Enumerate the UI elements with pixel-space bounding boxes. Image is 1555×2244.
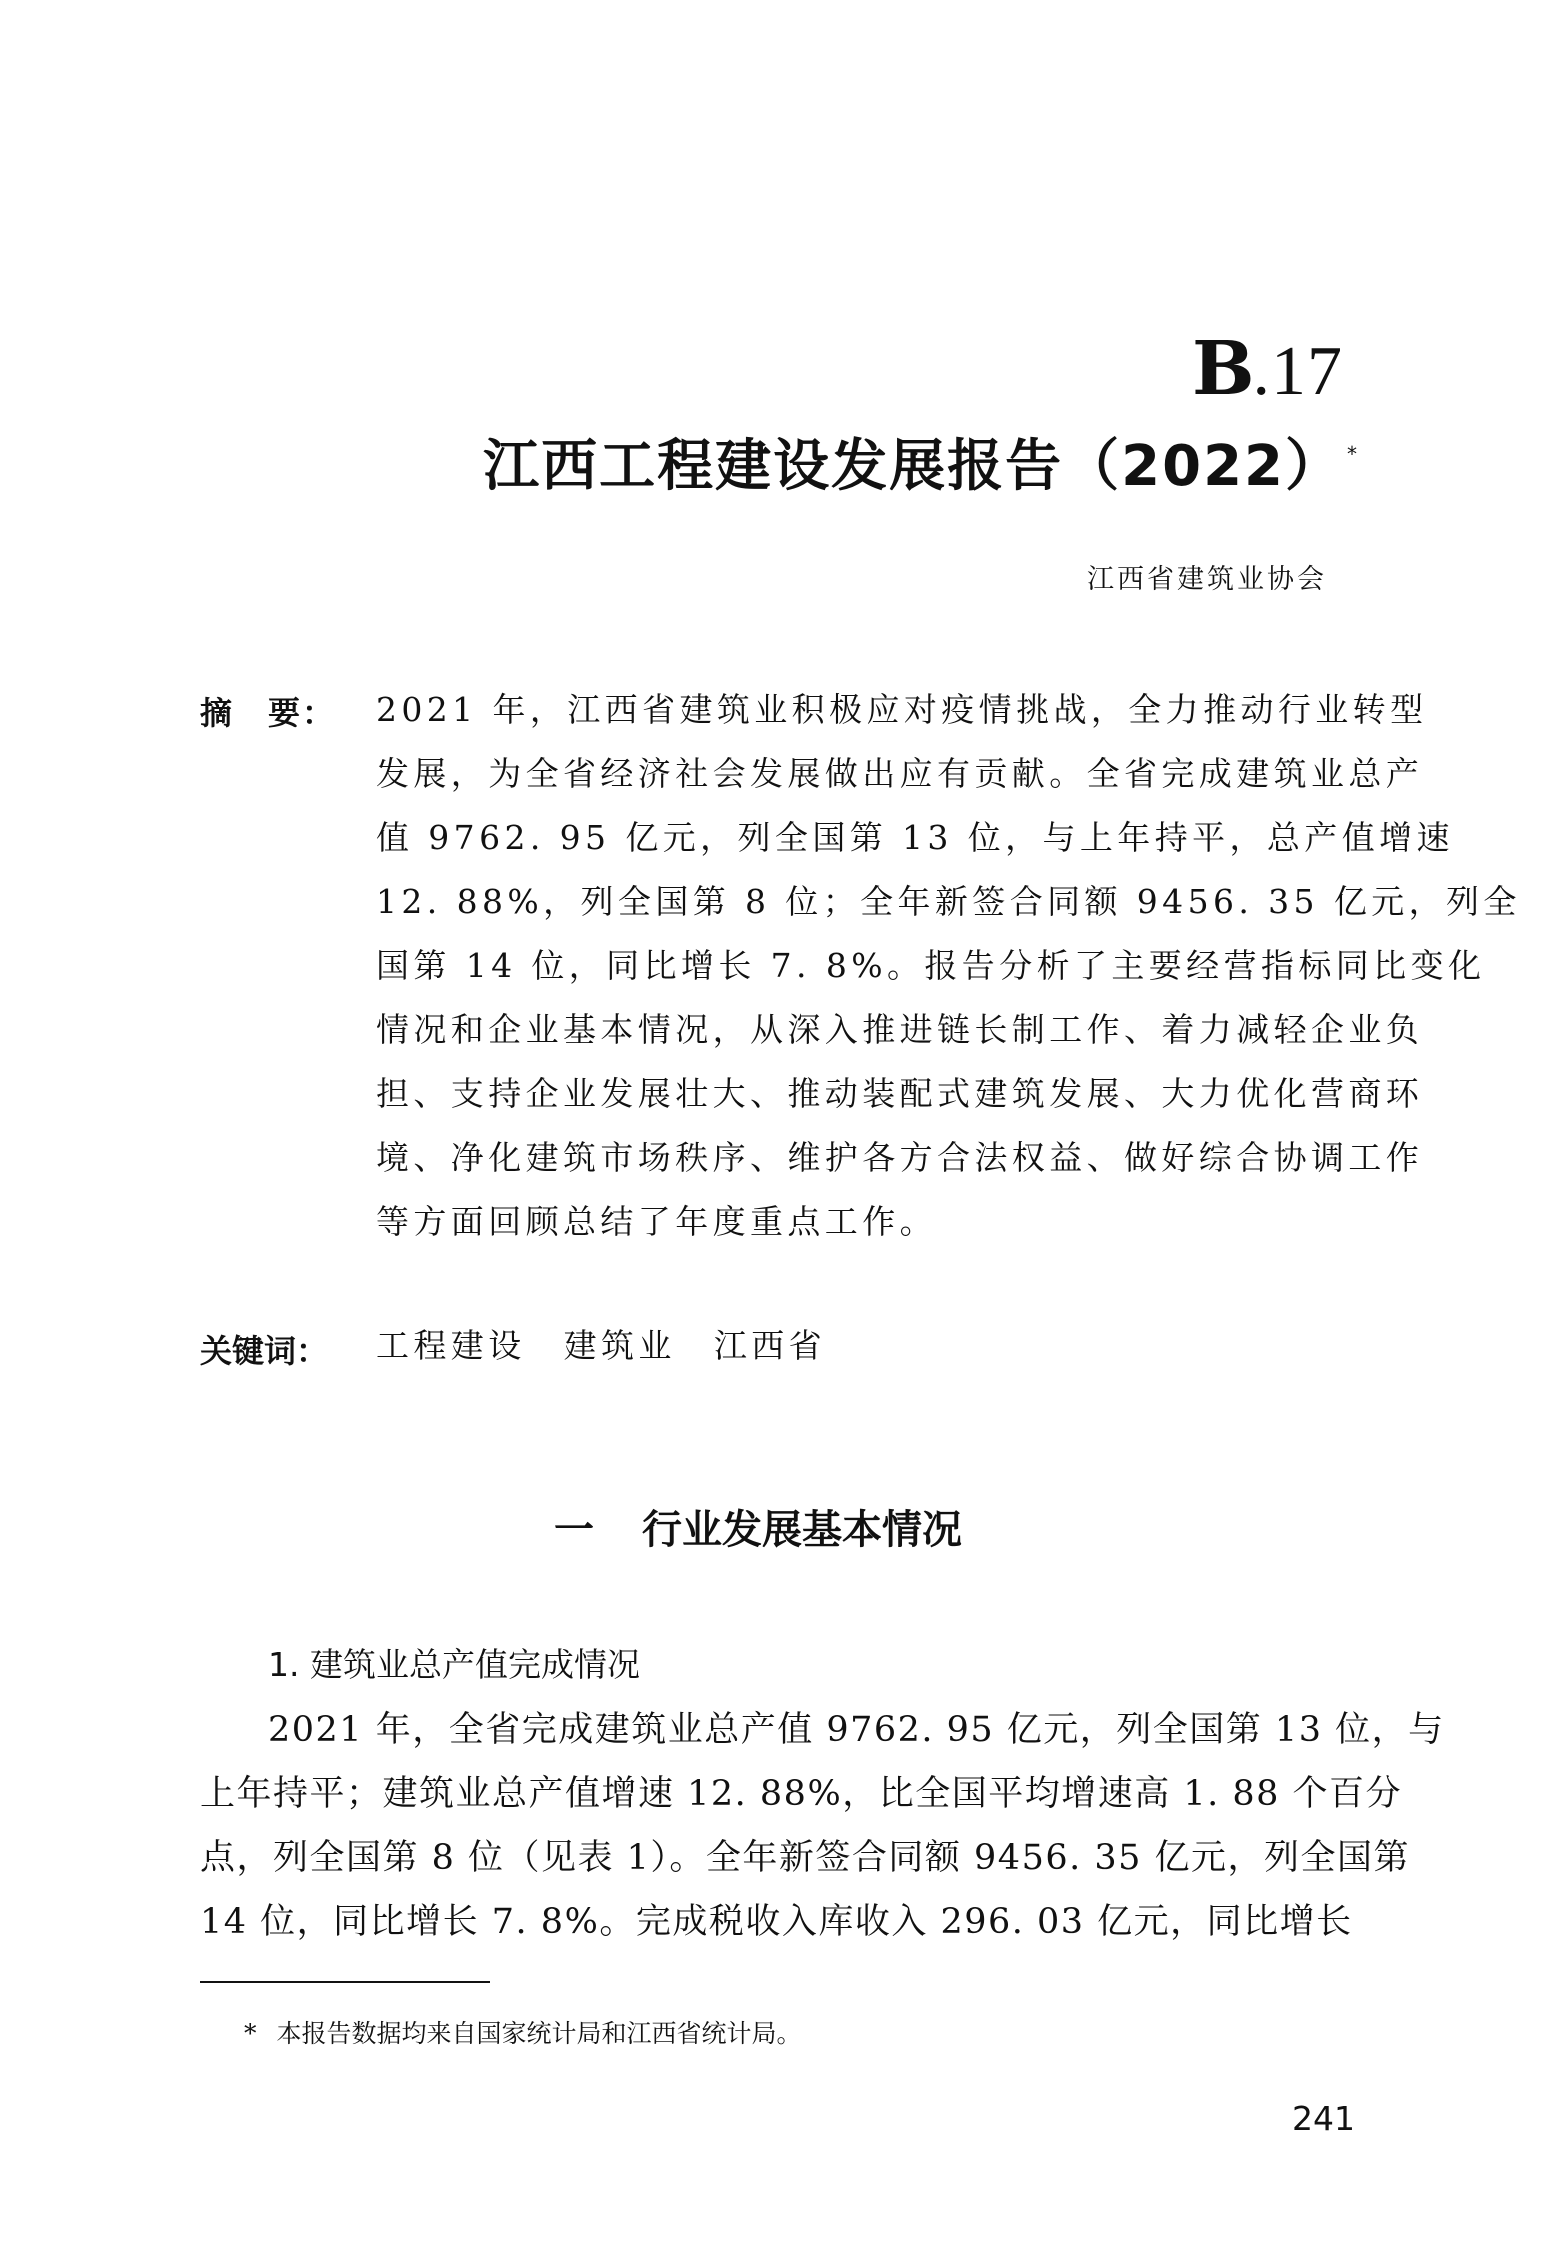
report-letter: B	[1191, 326, 1253, 412]
report-suffix: .17	[1252, 333, 1343, 410]
abstract-body	[376, 678, 1521, 1254]
footnote	[244, 2016, 802, 2052]
keyword: 建筑业	[563, 1326, 676, 1365]
abstract-line: 2021 年，江西省建筑业积极应对疫情挑战，全力推动行业转型	[376, 690, 1428, 729]
author: 江西省建筑业协会	[1087, 564, 1327, 595]
abstract-line: 境、净化建筑市场秩序、维护各方合法权益、做好综合协调工作	[376, 1138, 1424, 1177]
section-number: 一	[554, 1507, 594, 1553]
report-title: 江西工程建设发展报告（2022）	[483, 434, 1343, 499]
abstract-line: 值 9762. 95 亿元，列全国第 13 位，与上年持平，总产值增速	[376, 818, 1454, 857]
section-heading	[554, 1500, 962, 1560]
abstract-line: 等方面回顾总结了年度重点工作。	[376, 1202, 937, 1241]
body-line: 2021 年，全省完成建筑业总产值 9762. 95 亿元，列全国第 13 位，与	[268, 1710, 1445, 1750]
body-line: 14 位，同比增长 7. 8%。完成税收入库收入 296. 03 亿元，同比增长	[200, 1902, 1353, 1942]
keyword: 江西省	[713, 1326, 827, 1365]
footnote-divider	[200, 1981, 490, 1983]
abstract-line: 情况和企业基本情况，从深入推进链长制工作、着力减轻企业负	[376, 1010, 1424, 1049]
subsection-heading: 1. 建筑业总产值完成情况	[268, 1645, 640, 1684]
body-line: 点，列全国第 8 位（见表 1）。全年新签合同额 9456. 35 亿元，列全国第	[200, 1838, 1411, 1878]
keywords-list	[376, 1318, 826, 1374]
title-footnote-mark: *	[1347, 442, 1357, 466]
body-paragraph	[200, 1698, 1445, 1954]
abstract-line: 担、支持企业发展壮大、推动装配式建筑发展、大力优化营商环	[376, 1074, 1424, 1113]
report-number	[1191, 326, 1343, 412]
abstract-label: 摘 要：	[200, 694, 337, 732]
section-title: 行业发展基本情况	[642, 1507, 962, 1553]
abstract-line: 国第 14 位，同比增长 7. 8%。报告分析了主要经营指标同比变化	[376, 946, 1486, 985]
keywords-label: 关键词：	[200, 1332, 329, 1370]
abstract-line: 12. 88%，列全国第 8 位；全年新签合同额 9456. 35 亿元，列全	[376, 882, 1521, 921]
page-number: 241	[1292, 2099, 1355, 2138]
footnote-text: 本报告数据均来自国家统计局和江西省统计局。	[276, 2019, 802, 2048]
body-line: 上年持平；建筑业总产值增速 12. 88%，比全国平均增速高 1. 88 个百分	[200, 1774, 1403, 1814]
keyword: 工程建设	[376, 1326, 526, 1365]
abstract-line: 发展，为全省经济社会发展做出应有贡献。全省完成建筑业总产	[376, 754, 1424, 793]
footnote-mark: *	[244, 2019, 257, 2048]
